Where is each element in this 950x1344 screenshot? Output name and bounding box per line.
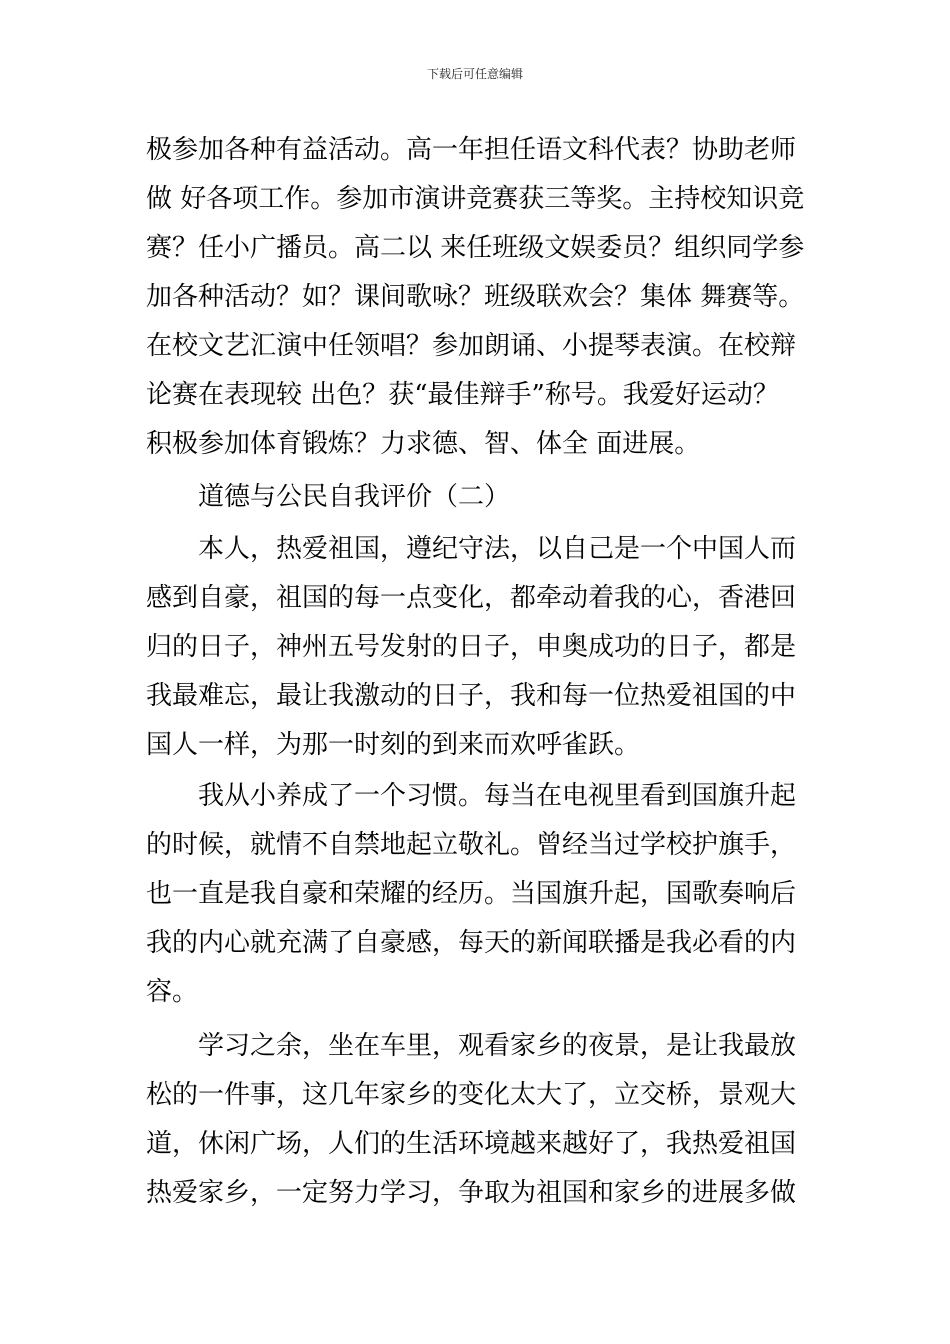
section-heading: 道德与公民自我评价（二） [198, 482, 511, 512]
text-line: 极参加各种有益活动。高一年担任语文科代表？协助老师 [146, 135, 797, 165]
text-line: 积极参加体育锻炼？力求德、智、体全 面进展。 [146, 429, 701, 459]
text-line: 我最难忘，最让我激动的日子，我和每一位热爱祖国的中 [146, 681, 797, 711]
page-header-note: 下载后可任意编辑 [426, 67, 523, 81]
text-line: 做 好各项工作。参加市演讲竞赛获三等奖。主持校知识竞 [146, 184, 805, 214]
text-line: 加各种活动？如？课间歌咏？班级联欢会？集体 舞赛等。 [146, 282, 805, 312]
text-line: 赛？任小广播员。高二以 来任班级文娱委员？组织同学参 [146, 233, 805, 263]
text-line: 本人，热爱祖国，遵纪守法，以自己是一个中国人而 [198, 534, 797, 564]
text-line: 学习之余，坐在车里，观看家乡的夜景，是让我最放 [198, 1031, 797, 1061]
text-line: 热爱家乡，一定努力学习，争取为祖国和家乡的进展多做 [146, 1178, 797, 1208]
text-line: 容。 [146, 977, 199, 1007]
text-line: 论赛在表现较 出色？获“最佳辩手”称号。我爱好运动？ [146, 380, 779, 410]
text-line: 我的内心就充满了自豪感，每天的新闻联播是我必看的内 [146, 928, 797, 958]
text-line: 也一直是我自豪和荣耀的经历。当国旗升起，国歌奏响后 [146, 879, 797, 909]
text-line: 国人一样，为那一时刻的到来而欢呼雀跃。 [146, 730, 641, 760]
text-line: 道，休闲广场，人们的生活环境越来越好了，我热爱祖国 [146, 1129, 797, 1159]
text-line: 在校文艺汇演中任领唱？参加朗诵、小提琴表演。在校辩 [146, 331, 797, 361]
text-line: 归的日子，神州五号发射的日子，申奥成功的日子，都是 [146, 632, 797, 662]
text-line: 感到自豪，祖国的每一点变化，都牵动着我的心，香港回 [146, 583, 797, 613]
text-line: 松的一件事，这几年家乡的变化太大了，立交桥，景观大 [146, 1080, 797, 1110]
text-line: 的时候，就情不自禁地起立敬礼。曾经当过学校护旗手， [146, 830, 797, 860]
text-line: 我从小养成了一个习惯。每当在电视里看到国旗升起 [198, 781, 797, 811]
